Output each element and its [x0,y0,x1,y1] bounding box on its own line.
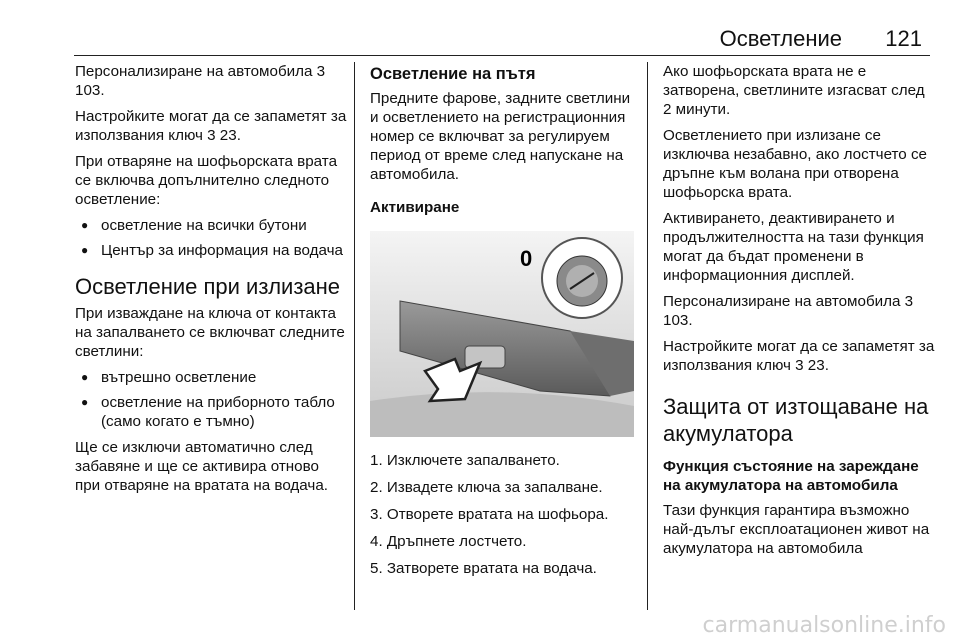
lever-button-icon [465,346,505,368]
column-2 [370,62,636,586]
bullet-list [75,216,347,260]
paragraph: Ще се изключи автоматично след забавяне и ще се активира отново при отваряне на вратата на водача. [75,439,328,494]
paragraph: При изваждане на ключа от контакта на запалването се включват следните светлини: [75,305,345,360]
list-item: 2. Извадете ключа за запалване. [370,479,603,496]
paragraph: Осветлението при излизане се изключва незабавно, ако лостчето се дръпне към волана при отворена шофьорска врата. [663,127,928,201]
header-title: Осветление [719,26,842,51]
paragraph: Персонализиране на автомобила 3 103. [663,293,914,329]
header-rule [74,55,930,56]
column-1 [75,62,347,502]
list-item: 4. Дръпнете лостчето. [370,533,527,550]
column-3 [663,62,935,565]
watermark: carmanualsonline.info [702,613,946,638]
list-item: ● осветление на всички бутони [75,216,347,235]
subheading: Активиране [370,199,460,216]
paragraph: Персонализиране на автомобила 3 103. [75,63,326,99]
section-heading: Защита от изтощаване на акумулатора [663,394,929,446]
paragraph: Настройките могат да се запаметят за използвания ключ 3 23. [75,108,347,144]
page-header [0,0,960,52]
list-item: 5. Затворете вратата на водача. [370,560,597,577]
paragraph: Предните фарове, задните светлини и осветлението на регистрационния номер се включват за регулируем период от време след напускане на автомобила. [370,90,631,183]
section-heading: Осветление на пътя [370,65,536,83]
column-divider [647,62,648,610]
paragraph: Активирането, деактивирането и продължителността на тази функция могат да бъдат променени в информационния дисплей. [663,210,924,284]
page-number: 121 [885,26,922,51]
bullet-list [75,368,347,431]
figure-label: 0 [520,246,533,271]
paragraph: Тази функция гарантира възможно най-дълъг експлоатационен живот на акумулатора на автомобила [663,502,930,557]
list-item: ● вътрешно осветление [75,368,347,387]
column-divider [354,62,355,610]
list-item: ● Център за информация на водача [75,241,347,260]
paragraph: Настройките могат да се запаметят за използвания ключ 3 23. [663,338,935,374]
list-item: ● осветление на приборното табло (само когато е тъмно) [75,393,347,431]
list-item: 3. Отворете вратата на шофьора. [370,506,609,523]
lever-illustration [370,231,634,437]
paragraph: При отваряне на шофьорската врата се включва допълнително следното осветление: [75,153,338,208]
section-heading: Осветление при излизане [75,274,341,299]
subheading: Функция състояние на зареждане на акумулатора на автомобила [663,458,919,494]
list-item: 1. Изключете запалването. [370,452,560,469]
step-list [370,451,636,578]
paragraph: Ако шофьорската врата не е затворена, светлините изгасват след 2 минути. [663,63,925,118]
